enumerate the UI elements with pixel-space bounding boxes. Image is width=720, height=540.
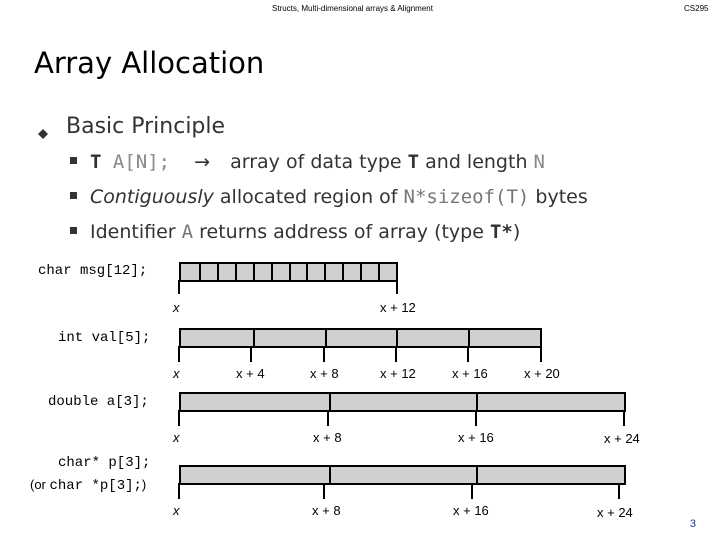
address-label: x [173, 430, 180, 445]
address-label: x + 16 [452, 366, 488, 381]
array-cell-divider [360, 264, 362, 280]
char-array-diagram [179, 262, 398, 282]
code-sizeof: N*sizeof(T) [403, 186, 530, 208]
address-label: x + 12 [380, 300, 416, 315]
address-label: x + 8 [310, 366, 339, 381]
code-T: T [90, 151, 102, 173]
address-tick [623, 410, 625, 426]
bullet3-text: Identifier [90, 221, 182, 243]
code-pointer-type: T* [489, 221, 513, 243]
bullet3-text-mid: returns address of array (type [193, 221, 490, 243]
double-array-diagram [179, 392, 626, 412]
code-identifier: A [181, 221, 194, 243]
array-cell-divider [396, 330, 398, 346]
array-cell-divider [329, 394, 331, 410]
address-label: x + 24 [604, 431, 640, 446]
address-tick [618, 483, 620, 499]
address-label: x + 8 [312, 503, 341, 518]
address-label: x [173, 300, 180, 315]
address-tick [178, 280, 180, 294]
bullet1-text: array of data type [230, 151, 408, 173]
bullet3-text-end: ) [512, 221, 521, 243]
address-tick [323, 346, 325, 362]
array-cell-divider [306, 264, 308, 280]
address-tick [395, 346, 397, 362]
array-cell-divider [468, 330, 470, 346]
bullet-array-declaration [90, 151, 545, 173]
array-cell-divider [235, 264, 237, 280]
page-number: 3 [689, 518, 696, 530]
int-array-diagram [179, 328, 542, 348]
code-length: N [533, 151, 545, 173]
pointer-array-declaration: char* p[3]; [58, 455, 151, 471]
address-tick [327, 410, 329, 426]
array-cell-divider [289, 264, 291, 280]
array-cell-divider [217, 264, 219, 280]
address-tick [467, 346, 469, 362]
array-cell-divider [199, 264, 201, 280]
array-cell-divider [253, 330, 255, 346]
slide-title: Array Allocation [34, 46, 265, 80]
code-type: T [407, 151, 420, 173]
basic-principle-heading: Basic Principle [66, 114, 226, 139]
address-tick [540, 346, 542, 362]
contiguously-text: Contiguously [90, 186, 214, 208]
address-label: x [173, 503, 180, 518]
note-open: (or [30, 477, 50, 492]
address-tick [323, 483, 325, 499]
pointer-array-alt-note [30, 474, 146, 494]
address-label: x + 20 [524, 366, 560, 381]
note-close: ) [141, 477, 147, 492]
square-bullet-icon [70, 157, 77, 164]
address-tick [475, 410, 477, 426]
array-cell-divider [253, 264, 255, 280]
int-array-declaration: int val[5]; [58, 330, 151, 346]
address-tick [178, 346, 180, 362]
address-tick [178, 410, 180, 426]
address-label: x + 12 [380, 366, 416, 381]
bullet-identifier [90, 221, 520, 243]
address-label: x + 16 [453, 503, 489, 518]
array-cell-divider [378, 264, 380, 280]
address-label: x + 4 [236, 366, 265, 381]
bullet-contiguous [90, 186, 588, 208]
pointer-array-diagram [179, 465, 626, 485]
address-tick [471, 483, 473, 499]
diamond-bullet-icon [38, 124, 48, 134]
square-bullet-icon [70, 192, 77, 199]
header-course: CS295 [684, 4, 709, 13]
double-array-declaration: double a[3]; [48, 394, 149, 410]
address-label: x + 8 [313, 430, 342, 445]
array-cell-divider [476, 394, 478, 410]
address-label: x + 24 [597, 505, 633, 520]
array-cell-divider [329, 467, 331, 483]
array-cell-divider [271, 264, 273, 280]
header-title: Structs, Multi-dimensional arrays & Alignment [272, 4, 433, 13]
address-tick [396, 280, 398, 294]
array-cell-divider [476, 467, 478, 483]
bullet2-text: allocated region of [213, 186, 404, 208]
address-tick [178, 483, 180, 499]
square-bullet-icon [70, 227, 77, 234]
address-label: x + 16 [458, 430, 494, 445]
address-label: x [173, 366, 180, 381]
array-cell-divider [325, 330, 327, 346]
code-decl: A[N]; [101, 151, 171, 173]
char-array-declaration: char msg[12]; [38, 263, 148, 279]
bullet1-text-mid: and length [419, 151, 534, 173]
note-code: char *p[3]; [49, 478, 142, 494]
arrow-icon: → [194, 151, 211, 173]
address-tick [250, 346, 252, 362]
array-cell-divider [342, 264, 344, 280]
bullet2-text-end: bytes [529, 186, 588, 208]
array-cell-divider [324, 264, 326, 280]
